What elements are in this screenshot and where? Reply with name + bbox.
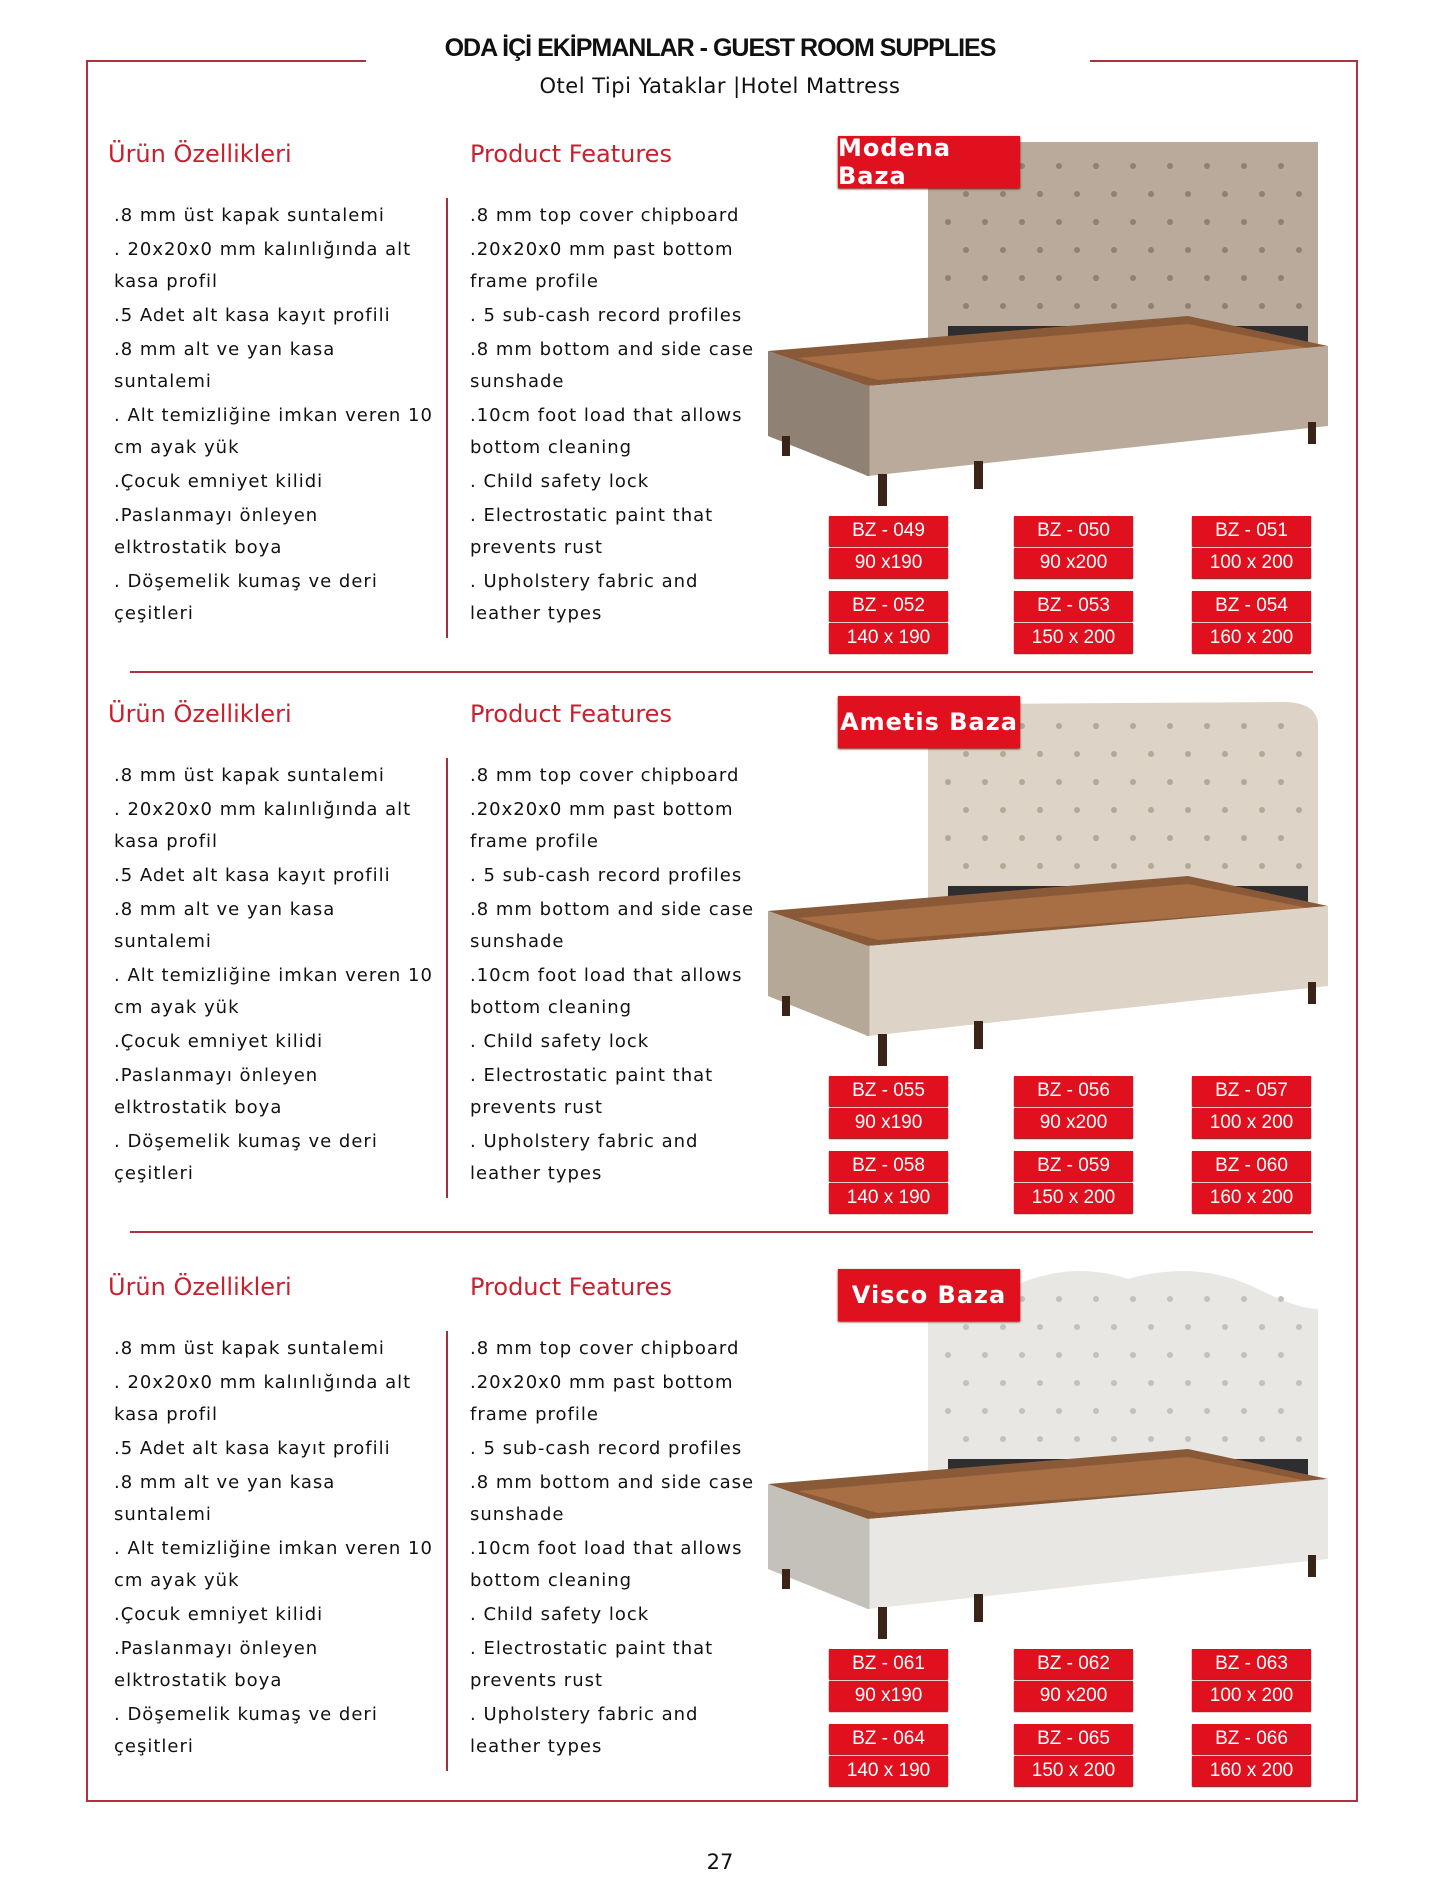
feature-item: . Döşemelik kumaş ve deri çeşitleri bbox=[114, 1131, 378, 1184]
product-size: 160 x 200 bbox=[1192, 623, 1311, 653]
feature-item: . 5 sub-cash record profiles bbox=[470, 1438, 743, 1459]
feature-item: .10cm foot load that allows bottom cleaning bbox=[470, 405, 743, 458]
product-code: BZ - 057 bbox=[1192, 1076, 1311, 1106]
feature-item: . 20x20x0 mm kalınlığında alt kasa profil bbox=[114, 799, 412, 852]
column-divider bbox=[446, 758, 448, 1198]
product-size: 140 x 190 bbox=[829, 623, 948, 653]
product-code: BZ - 051 bbox=[1192, 516, 1311, 546]
features-heading-en: Product Features bbox=[470, 140, 672, 168]
bed-image bbox=[768, 696, 1334, 1076]
feature-item: .8 mm top cover chipboard bbox=[470, 765, 740, 786]
product-size: 150 x 200 bbox=[1014, 623, 1133, 653]
feature-item: .Çocuk emniyet kilidi bbox=[114, 1031, 324, 1052]
feature-item: .10cm foot load that allows bottom cleaning bbox=[470, 965, 743, 1018]
feature-item: .8 mm alt ve yan kasa suntalemi bbox=[114, 339, 336, 392]
feature-item: .5 Adet alt kasa kayıt profili bbox=[114, 865, 391, 886]
product-size: 140 x 190 bbox=[829, 1756, 948, 1786]
feature-item: . Upholstery fabric and leather types bbox=[470, 571, 699, 624]
product-code: BZ - 055 bbox=[829, 1076, 948, 1106]
product-code: BZ - 049 bbox=[829, 516, 948, 546]
feature-item: . Alt temizliğine imkan veren 10 cm ayak yük bbox=[114, 1538, 433, 1591]
bed-illustration bbox=[768, 696, 1334, 1076]
product-name-badge: Modena Baza bbox=[838, 136, 1020, 188]
feature-item: . Electrostatic paint that prevents rust bbox=[470, 1638, 714, 1691]
bed-image bbox=[768, 1269, 1334, 1649]
product-code: BZ - 052 bbox=[829, 591, 948, 621]
feature-item: . Alt temizliğine imkan veren 10 cm ayak yük bbox=[114, 965, 433, 1018]
feature-item: . Alt temizliğine imkan veren 10 cm ayak yük bbox=[114, 405, 433, 458]
features-list-tr bbox=[114, 760, 434, 1192]
feature-item: .20x20x0 mm past bottom frame profile bbox=[470, 1372, 734, 1425]
feature-item: . Electrostatic paint that prevents rust bbox=[470, 505, 714, 558]
product-code: BZ - 054 bbox=[1192, 591, 1311, 621]
feature-item: . Upholstery fabric and leather types bbox=[470, 1704, 699, 1757]
product-code: BZ - 058 bbox=[829, 1151, 948, 1181]
product-code: BZ - 066 bbox=[1192, 1724, 1311, 1754]
product-code: BZ - 062 bbox=[1014, 1649, 1133, 1679]
feature-item: .10cm foot load that allows bottom cleaning bbox=[470, 1538, 743, 1591]
feature-item: .8 mm alt ve yan kasa suntalemi bbox=[114, 1472, 336, 1525]
feature-item: .8 mm bottom and side case sunshade bbox=[470, 899, 755, 952]
feature-item: .8 mm bottom and side case sunshade bbox=[470, 339, 755, 392]
feature-item: . Child safety lock bbox=[470, 1031, 650, 1052]
product-size: 160 x 200 bbox=[1192, 1756, 1311, 1786]
features-list-en bbox=[470, 1333, 770, 1765]
feature-item: .8 mm bottom and side case sunshade bbox=[470, 1472, 755, 1525]
feature-item: . Döşemelik kumaş ve deri çeşitleri bbox=[114, 571, 378, 624]
bed-illustration bbox=[768, 136, 1334, 516]
features-heading-en: Product Features bbox=[470, 1273, 672, 1301]
feature-item: . 20x20x0 mm kalınlığında alt kasa profil bbox=[114, 1372, 412, 1425]
column-divider bbox=[446, 1331, 448, 1771]
feature-item: . Child safety lock bbox=[470, 1604, 650, 1625]
product-code: BZ - 053 bbox=[1014, 591, 1133, 621]
document-title: ODA İÇİ EKİPMANLAR - GUEST ROOM SUPPLIES bbox=[444, 34, 996, 62]
page-number: 27 bbox=[706, 1850, 734, 1874]
features-list-tr bbox=[114, 1333, 434, 1765]
features-heading-tr: Ürün Özellikleri bbox=[108, 140, 292, 168]
document-subtitle: Otel Tipi Yataklar |Hotel Mattress bbox=[539, 74, 901, 98]
frame-line-bottom bbox=[86, 1800, 1358, 1802]
feature-item: .8 mm üst kapak suntalemi bbox=[114, 205, 385, 226]
product-size: 90 x190 bbox=[829, 1108, 948, 1138]
product-code: BZ - 060 bbox=[1192, 1151, 1311, 1181]
feature-item: .8 mm alt ve yan kasa suntalemi bbox=[114, 899, 336, 952]
product-name-badge: Ametis Baza bbox=[838, 696, 1020, 748]
product-size: 100 x 200 bbox=[1192, 1681, 1311, 1711]
feature-item: .8 mm top cover chipboard bbox=[470, 1338, 740, 1359]
feature-item: .20x20x0 mm past bottom frame profile bbox=[470, 239, 734, 292]
product-size: 160 x 200 bbox=[1192, 1183, 1311, 1213]
feature-item: .8 mm top cover chipboard bbox=[470, 205, 740, 226]
feature-item: .5 Adet alt kasa kayıt profili bbox=[114, 1438, 391, 1459]
product-size: 90 x200 bbox=[1014, 1681, 1133, 1711]
product-size: 150 x 200 bbox=[1014, 1183, 1133, 1213]
feature-item: . Döşemelik kumaş ve deri çeşitleri bbox=[114, 1704, 378, 1757]
product-size: 90 x200 bbox=[1014, 548, 1133, 578]
product-size: 90 x190 bbox=[829, 548, 948, 578]
product-code: BZ - 056 bbox=[1014, 1076, 1133, 1106]
product-section bbox=[0, 1133, 1440, 1781]
product-code: BZ - 065 bbox=[1014, 1724, 1133, 1754]
feature-item: . Upholstery fabric and leather types bbox=[470, 1131, 699, 1184]
product-name-badge: Visco Baza bbox=[838, 1269, 1020, 1321]
feature-item: .Çocuk emniyet kilidi bbox=[114, 471, 324, 492]
feature-item: . 5 sub-cash record profiles bbox=[470, 865, 743, 886]
product-size: 140 x 190 bbox=[829, 1183, 948, 1213]
product-code: BZ - 063 bbox=[1192, 1649, 1311, 1679]
product-size: 90 x200 bbox=[1014, 1108, 1133, 1138]
feature-item: .8 mm üst kapak suntalemi bbox=[114, 1338, 385, 1359]
product-section bbox=[0, 0, 1440, 648]
product-code: BZ - 050 bbox=[1014, 516, 1133, 546]
feature-item: . 5 sub-cash record profiles bbox=[470, 305, 743, 326]
feature-item: .Paslanmayı önleyen elktrostatik boya bbox=[114, 505, 319, 558]
bed-image bbox=[768, 136, 1334, 516]
feature-item: . 20x20x0 mm kalınlığında alt kasa profil bbox=[114, 239, 412, 292]
feature-item: .5 Adet alt kasa kayıt profili bbox=[114, 305, 391, 326]
product-size: 150 x 200 bbox=[1014, 1756, 1133, 1786]
features-list-en bbox=[470, 760, 770, 1192]
feature-item: . Child safety lock bbox=[470, 471, 650, 492]
product-size: 100 x 200 bbox=[1192, 548, 1311, 578]
product-code: BZ - 064 bbox=[829, 1724, 948, 1754]
feature-item: .Paslanmayı önleyen elktrostatik boya bbox=[114, 1065, 319, 1118]
feature-item: . Electrostatic paint that prevents rust bbox=[470, 1065, 714, 1118]
feature-item: .Paslanmayı önleyen elktrostatik boya bbox=[114, 1638, 319, 1691]
feature-item: .Çocuk emniyet kilidi bbox=[114, 1604, 324, 1625]
product-size: 100 x 200 bbox=[1192, 1108, 1311, 1138]
product-code: BZ - 061 bbox=[829, 1649, 948, 1679]
product-size: 90 x190 bbox=[829, 1681, 948, 1711]
features-heading-tr: Ürün Özellikleri bbox=[108, 700, 292, 728]
bed-illustration bbox=[768, 1269, 1334, 1649]
features-heading-en: Product Features bbox=[470, 700, 672, 728]
product-code: BZ - 059 bbox=[1014, 1151, 1133, 1181]
product-section bbox=[0, 560, 1440, 1208]
feature-item: .8 mm üst kapak suntalemi bbox=[114, 765, 385, 786]
feature-item: .20x20x0 mm past bottom frame profile bbox=[470, 799, 734, 852]
features-heading-tr: Ürün Özellikleri bbox=[108, 1273, 292, 1301]
